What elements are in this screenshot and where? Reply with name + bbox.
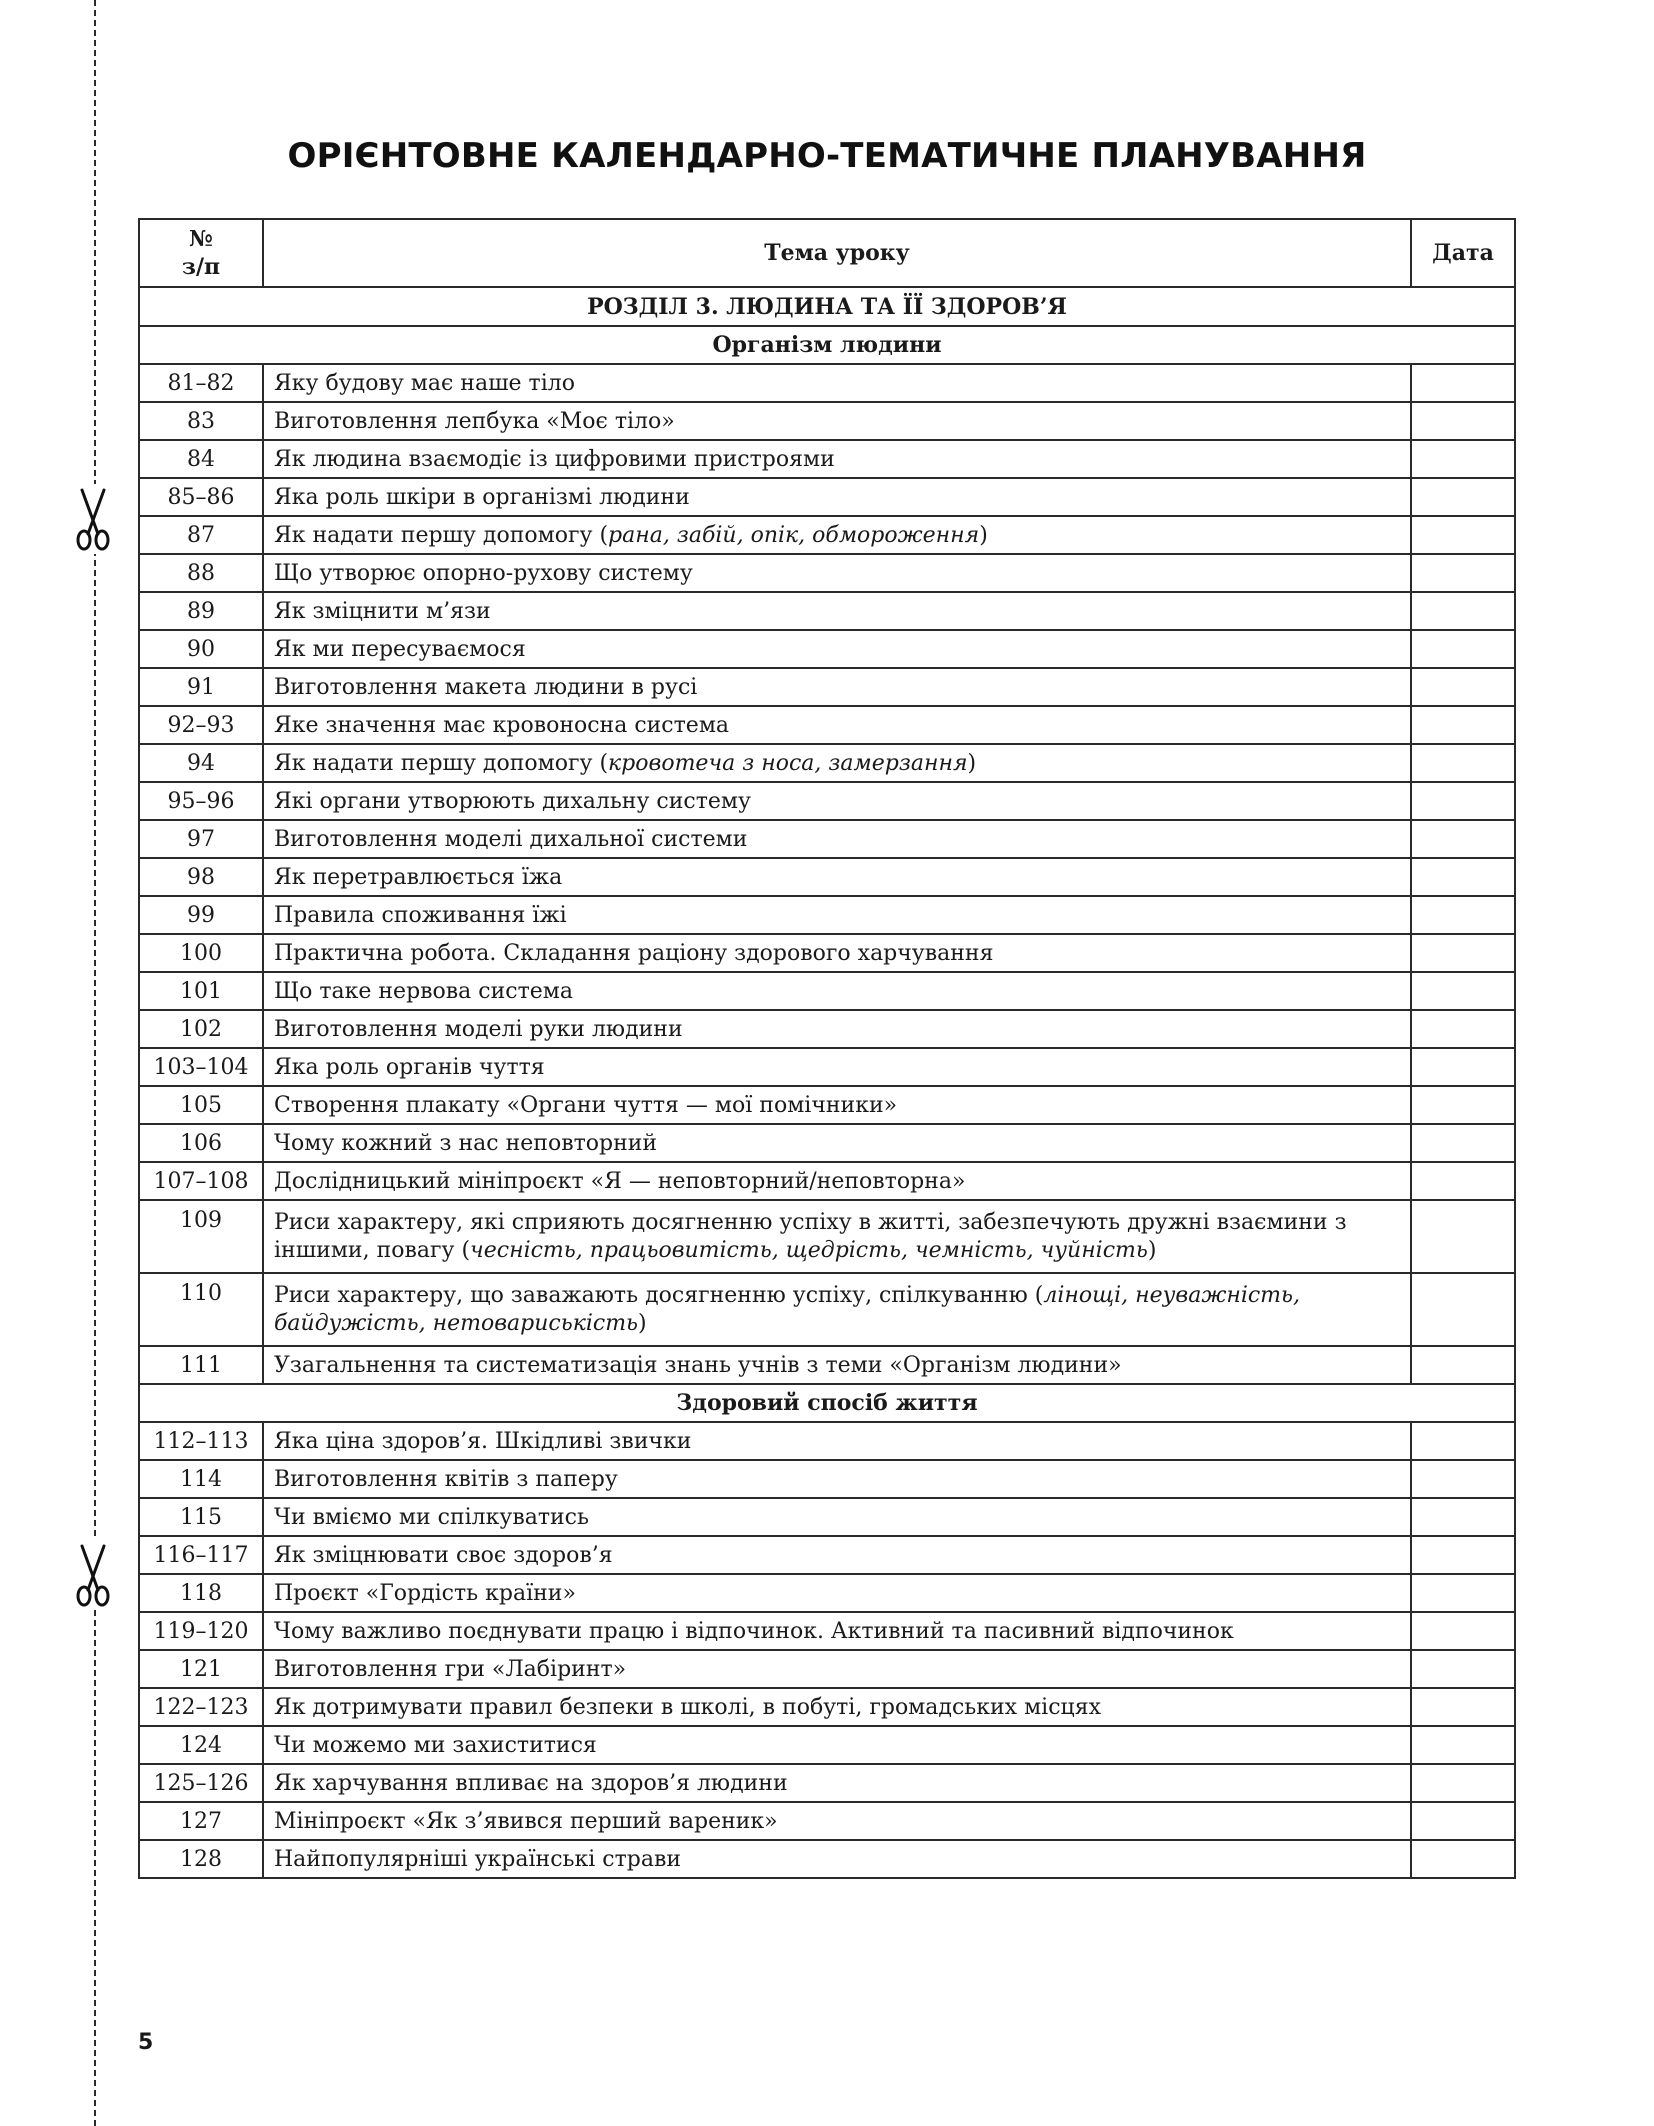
lesson-date-cell[interactable] bbox=[1411, 1764, 1515, 1802]
table-row bbox=[139, 1200, 1515, 1273]
lesson-date-cell[interactable] bbox=[1411, 668, 1515, 706]
lesson-topic bbox=[263, 1086, 1411, 1124]
lesson-number: 118 bbox=[139, 1574, 263, 1612]
cut-line bbox=[94, 0, 96, 2126]
lesson-date-cell[interactable] bbox=[1411, 1612, 1515, 1650]
lesson-number: 95–96 bbox=[139, 782, 263, 820]
lesson-topic bbox=[263, 1346, 1411, 1384]
topic-text: Правила споживання їжі bbox=[274, 902, 567, 928]
table-row bbox=[139, 934, 1515, 972]
topic-text: Яка роль органів чуття bbox=[274, 1054, 545, 1080]
lesson-number: 84 bbox=[139, 440, 263, 478]
lesson-topic bbox=[263, 1802, 1411, 1840]
topic-text: Чи можемо ми захиститися bbox=[274, 1732, 597, 1758]
lesson-number: 116–117 bbox=[139, 1536, 263, 1574]
topic-text: Що таке нервова система bbox=[274, 978, 574, 1004]
lesson-number: 122–123 bbox=[139, 1688, 263, 1726]
topic-text: ) bbox=[1147, 1237, 1157, 1263]
lesson-topic bbox=[263, 668, 1411, 706]
lesson-date-cell[interactable] bbox=[1411, 1010, 1515, 1048]
lesson-topic bbox=[263, 896, 1411, 934]
topic-text: Яка ціна здоров’я. Шкідливі звички bbox=[274, 1428, 692, 1454]
table-row bbox=[139, 630, 1515, 668]
column-header-topic: Тема уроку bbox=[263, 219, 1411, 287]
lesson-plan-table bbox=[138, 218, 1516, 1879]
lesson-number: 112–113 bbox=[139, 1422, 263, 1460]
table-row bbox=[139, 1726, 1515, 1764]
lesson-topic bbox=[263, 516, 1411, 554]
lesson-number: 110 bbox=[139, 1273, 263, 1346]
topic-text: Мініпроєкт «Як з’явився перший вареник» bbox=[274, 1808, 778, 1834]
lesson-number: 92–93 bbox=[139, 706, 263, 744]
subsection-title: Організм людини bbox=[139, 326, 1515, 364]
lesson-date-cell[interactable] bbox=[1411, 1840, 1515, 1878]
table-row bbox=[139, 1086, 1515, 1124]
lesson-topic bbox=[263, 1688, 1411, 1726]
topic-text: ) bbox=[967, 750, 977, 776]
scissors-icon bbox=[58, 1540, 128, 1610]
lesson-topic bbox=[263, 630, 1411, 668]
topic-text: Що утворює опорно-рухову систему bbox=[274, 560, 693, 586]
lesson-topic bbox=[263, 1536, 1411, 1574]
lesson-number: 100 bbox=[139, 934, 263, 972]
topic-text: Практична робота. Складання раціону здорового харчування bbox=[274, 940, 994, 966]
lesson-number: 97 bbox=[139, 820, 263, 858]
topic-text: Як людина взаємодіє із цифровими пристроями bbox=[274, 446, 835, 472]
scissors-icon bbox=[58, 484, 128, 554]
lesson-date-cell[interactable] bbox=[1411, 706, 1515, 744]
topic-text: Риси характеру, які сприяють досягненню успіху в житті, забезпечують дружні взаємини з іншими, повагу ( bbox=[274, 1209, 1347, 1263]
table-row bbox=[139, 402, 1515, 440]
topic-text: Створення плакату «Органи чуття — мої помічники» bbox=[274, 1092, 898, 1118]
topic-text: Узагальнення та систематизація знань учнів з теми «Організм людини» bbox=[274, 1352, 1122, 1378]
lesson-number: 107–108 bbox=[139, 1162, 263, 1200]
topic-text: Чому важливо поєднувати працю і відпочинок. Активний та пасивний відпочинок bbox=[274, 1618, 1234, 1644]
table-row bbox=[139, 1162, 1515, 1200]
table-row bbox=[139, 1124, 1515, 1162]
topic-text: Найпопулярніші українські страви bbox=[274, 1846, 682, 1872]
lesson-date-cell[interactable] bbox=[1411, 554, 1515, 592]
topic-text: Проєкт «Гордість країни» bbox=[274, 1580, 576, 1606]
lesson-date-cell[interactable] bbox=[1411, 364, 1515, 402]
topic-text: Як надати першу допомогу ( bbox=[274, 522, 609, 548]
topic-text: Як ми пересуваємося bbox=[274, 636, 526, 662]
topic-text: Як зміцнити м’язи bbox=[274, 598, 491, 624]
lesson-topic bbox=[263, 1010, 1411, 1048]
table-row bbox=[139, 1764, 1515, 1802]
lesson-number: 89 bbox=[139, 592, 263, 630]
table-row bbox=[139, 364, 1515, 402]
topic-text: Дослідницький мініпроєкт «Я — неповторний/неповторна» bbox=[274, 1168, 966, 1194]
table-row bbox=[139, 972, 1515, 1010]
lesson-date-cell[interactable] bbox=[1411, 1688, 1515, 1726]
lesson-topic bbox=[263, 782, 1411, 820]
topic-text: ) bbox=[979, 522, 988, 548]
lesson-date-cell[interactable] bbox=[1411, 820, 1515, 858]
lesson-date-cell[interactable] bbox=[1411, 782, 1515, 820]
lesson-number: 91 bbox=[139, 668, 263, 706]
lesson-number: 88 bbox=[139, 554, 263, 592]
number-sign: № bbox=[189, 226, 213, 252]
lesson-date-cell[interactable] bbox=[1411, 1200, 1515, 1273]
table-row bbox=[139, 706, 1515, 744]
lesson-topic bbox=[263, 1726, 1411, 1764]
topic-text: Як зміцнювати своє здоров’я bbox=[274, 1542, 613, 1568]
lesson-date-cell[interactable] bbox=[1411, 1162, 1515, 1200]
table-row bbox=[139, 858, 1515, 896]
lesson-date-cell[interactable] bbox=[1411, 934, 1515, 972]
topic-text: ) bbox=[638, 1310, 647, 1336]
topic-text: Виготовлення квітів з паперу bbox=[274, 1466, 618, 1492]
page-title: ОРІЄНТОВНЕ КАЛЕНДАРНО-ТЕМАТИЧНЕ ПЛАНУВАННЯ bbox=[287, 136, 1367, 176]
lesson-number: 114 bbox=[139, 1460, 263, 1498]
column-header-number bbox=[139, 219, 263, 287]
topic-text: Чому кожний з нас неповторний bbox=[274, 1130, 658, 1156]
lesson-date-cell[interactable] bbox=[1411, 1346, 1515, 1384]
table-row bbox=[139, 516, 1515, 554]
subsection-title: Здоровий спосіб життя bbox=[139, 1384, 1515, 1422]
topic-italic-text: рана, забій, опік, обмороження bbox=[608, 522, 980, 548]
table-row bbox=[139, 1048, 1515, 1086]
lesson-number: 109 bbox=[139, 1200, 263, 1273]
lesson-date-cell[interactable] bbox=[1411, 1422, 1515, 1460]
lesson-topic bbox=[263, 592, 1411, 630]
lesson-number: 103–104 bbox=[139, 1048, 263, 1086]
lesson-date-cell[interactable] bbox=[1411, 972, 1515, 1010]
lesson-number: 90 bbox=[139, 630, 263, 668]
lesson-number: 125–126 bbox=[139, 1764, 263, 1802]
topic-text: Які органи утворюють дихальну систему bbox=[274, 788, 751, 814]
lesson-topic bbox=[263, 858, 1411, 896]
table-row bbox=[139, 896, 1515, 934]
section-title: РОЗДІЛ 3. ЛЮДИНА ТА ЇЇ ЗДОРОВ’Я bbox=[139, 287, 1515, 326]
lesson-topic bbox=[263, 1273, 1411, 1346]
topic-text: Яке значення має кровоносна система bbox=[274, 712, 730, 738]
table-row bbox=[139, 1688, 1515, 1726]
table-row bbox=[139, 668, 1515, 706]
column-header-date: Дата bbox=[1411, 219, 1515, 287]
page-number: 5 bbox=[138, 2030, 154, 2055]
lesson-topic bbox=[263, 1650, 1411, 1688]
lesson-topic bbox=[263, 1764, 1411, 1802]
lesson-date-cell[interactable] bbox=[1411, 1536, 1515, 1574]
topic-text: Виготовлення гри «Лабіринт» bbox=[274, 1656, 627, 1682]
lesson-number: 85–86 bbox=[139, 478, 263, 516]
lesson-date-cell[interactable] bbox=[1411, 516, 1515, 554]
lesson-topic bbox=[263, 1498, 1411, 1536]
lesson-number: 87 bbox=[139, 516, 263, 554]
topic-text: Як дотримувати правил безпеки в школі, в побуті, громадських місцях bbox=[274, 1694, 1101, 1720]
lesson-date-cell[interactable] bbox=[1411, 440, 1515, 478]
table-row bbox=[139, 592, 1515, 630]
topic-text: Виготовлення моделі руки людини bbox=[274, 1016, 683, 1042]
lesson-topic bbox=[263, 364, 1411, 402]
lesson-number: 105 bbox=[139, 1086, 263, 1124]
lesson-date-cell[interactable] bbox=[1411, 478, 1515, 516]
topic-text: Як надати першу допомогу ( bbox=[274, 750, 609, 776]
lesson-number: 83 bbox=[139, 402, 263, 440]
lesson-date-cell[interactable] bbox=[1411, 858, 1515, 896]
lesson-date-cell[interactable] bbox=[1411, 1726, 1515, 1764]
table-row bbox=[139, 1612, 1515, 1650]
lesson-date-cell[interactable] bbox=[1411, 402, 1515, 440]
table-row bbox=[139, 820, 1515, 858]
section-row bbox=[139, 287, 1515, 326]
topic-text: Риси характеру, що заважають досягненню успіху, спілкуванню ( bbox=[274, 1282, 1044, 1308]
lesson-topic bbox=[263, 934, 1411, 972]
subsection-row bbox=[139, 1384, 1515, 1422]
table-row bbox=[139, 478, 1515, 516]
topic-italic-text: чесність, працьовитість, щедрість, чемність, чуйність bbox=[470, 1237, 1148, 1263]
lesson-date-cell[interactable] bbox=[1411, 1048, 1515, 1086]
lesson-topic bbox=[263, 744, 1411, 782]
lesson-number: 94 bbox=[139, 744, 263, 782]
table-row bbox=[139, 1650, 1515, 1688]
lesson-topic bbox=[263, 478, 1411, 516]
topic-text: Як перетравлюється їжа bbox=[274, 864, 563, 890]
table-row bbox=[139, 1010, 1515, 1048]
lesson-topic bbox=[263, 440, 1411, 478]
lesson-date-cell[interactable] bbox=[1411, 744, 1515, 782]
table-row bbox=[139, 1536, 1515, 1574]
lesson-topic bbox=[263, 1460, 1411, 1498]
table-row bbox=[139, 440, 1515, 478]
lesson-number: 115 bbox=[139, 1498, 263, 1536]
table-row bbox=[139, 1498, 1515, 1536]
lesson-number: 101 bbox=[139, 972, 263, 1010]
table-row bbox=[139, 554, 1515, 592]
lesson-topic bbox=[263, 1612, 1411, 1650]
lesson-number: 119–120 bbox=[139, 1612, 263, 1650]
lesson-number: 106 bbox=[139, 1124, 263, 1162]
table-header-row bbox=[139, 219, 1515, 287]
subsection-row bbox=[139, 326, 1515, 364]
lesson-date-cell[interactable] bbox=[1411, 1124, 1515, 1162]
number-abbr: з/п bbox=[181, 254, 221, 280]
topic-text: Виготовлення лепбука «Моє тіло» bbox=[274, 408, 675, 434]
lesson-number: 111 bbox=[139, 1346, 263, 1384]
lesson-date-cell[interactable] bbox=[1411, 1086, 1515, 1124]
table-row bbox=[139, 1346, 1515, 1384]
lesson-date-cell[interactable] bbox=[1411, 1650, 1515, 1688]
table-row bbox=[139, 1460, 1515, 1498]
topic-text: Виготовлення моделі дихальної системи bbox=[274, 826, 748, 852]
lesson-number: 102 bbox=[139, 1010, 263, 1048]
table-row bbox=[139, 744, 1515, 782]
lesson-date-cell[interactable] bbox=[1411, 1574, 1515, 1612]
lesson-number: 127 bbox=[139, 1802, 263, 1840]
lesson-number: 121 bbox=[139, 1650, 263, 1688]
lesson-date-cell[interactable] bbox=[1411, 1802, 1515, 1840]
lesson-number: 81–82 bbox=[139, 364, 263, 402]
lesson-topic bbox=[263, 1200, 1411, 1273]
lesson-topic bbox=[263, 402, 1411, 440]
lesson-date-cell[interactable] bbox=[1411, 896, 1515, 934]
table-row bbox=[139, 782, 1515, 820]
lesson-date-cell[interactable] bbox=[1411, 630, 1515, 668]
topic-text: Чи вміємо ми спілкуватись bbox=[274, 1504, 589, 1530]
lesson-date-cell[interactable] bbox=[1411, 1498, 1515, 1536]
lesson-topic bbox=[263, 820, 1411, 858]
lesson-number: 128 bbox=[139, 1840, 263, 1878]
lesson-topic bbox=[263, 1840, 1411, 1878]
table-row bbox=[139, 1574, 1515, 1612]
lesson-topic bbox=[263, 1124, 1411, 1162]
lesson-topic bbox=[263, 554, 1411, 592]
topic-text: Яка роль шкіри в організмі людини bbox=[274, 484, 690, 510]
topic-text: Як харчування впливає на здоров’я людини bbox=[274, 1770, 788, 1796]
lesson-topic bbox=[263, 1048, 1411, 1086]
lesson-topic bbox=[263, 972, 1411, 1010]
lesson-topic bbox=[263, 1574, 1411, 1612]
lesson-date-cell[interactable] bbox=[1411, 1273, 1515, 1346]
topic-italic-text: кровотеча з носа, замерзання bbox=[608, 750, 968, 776]
table-body bbox=[139, 287, 1515, 1878]
topic-italic-text: лінощі, неуважність, байдужість, нетовариськість bbox=[274, 1282, 1301, 1336]
table-row bbox=[139, 1802, 1515, 1840]
table-row bbox=[139, 1422, 1515, 1460]
lesson-topic bbox=[263, 1422, 1411, 1460]
table-row bbox=[139, 1273, 1515, 1346]
lesson-topic bbox=[263, 1162, 1411, 1200]
lesson-date-cell[interactable] bbox=[1411, 592, 1515, 630]
lesson-number: 124 bbox=[139, 1726, 263, 1764]
lesson-date-cell[interactable] bbox=[1411, 1460, 1515, 1498]
topic-text: Виготовлення макета людини в русі bbox=[274, 674, 698, 700]
table-row bbox=[139, 1840, 1515, 1878]
topic-text: Яку будову має наше тіло bbox=[274, 370, 575, 396]
lesson-topic bbox=[263, 706, 1411, 744]
lesson-number: 98 bbox=[139, 858, 263, 896]
lesson-number: 99 bbox=[139, 896, 263, 934]
